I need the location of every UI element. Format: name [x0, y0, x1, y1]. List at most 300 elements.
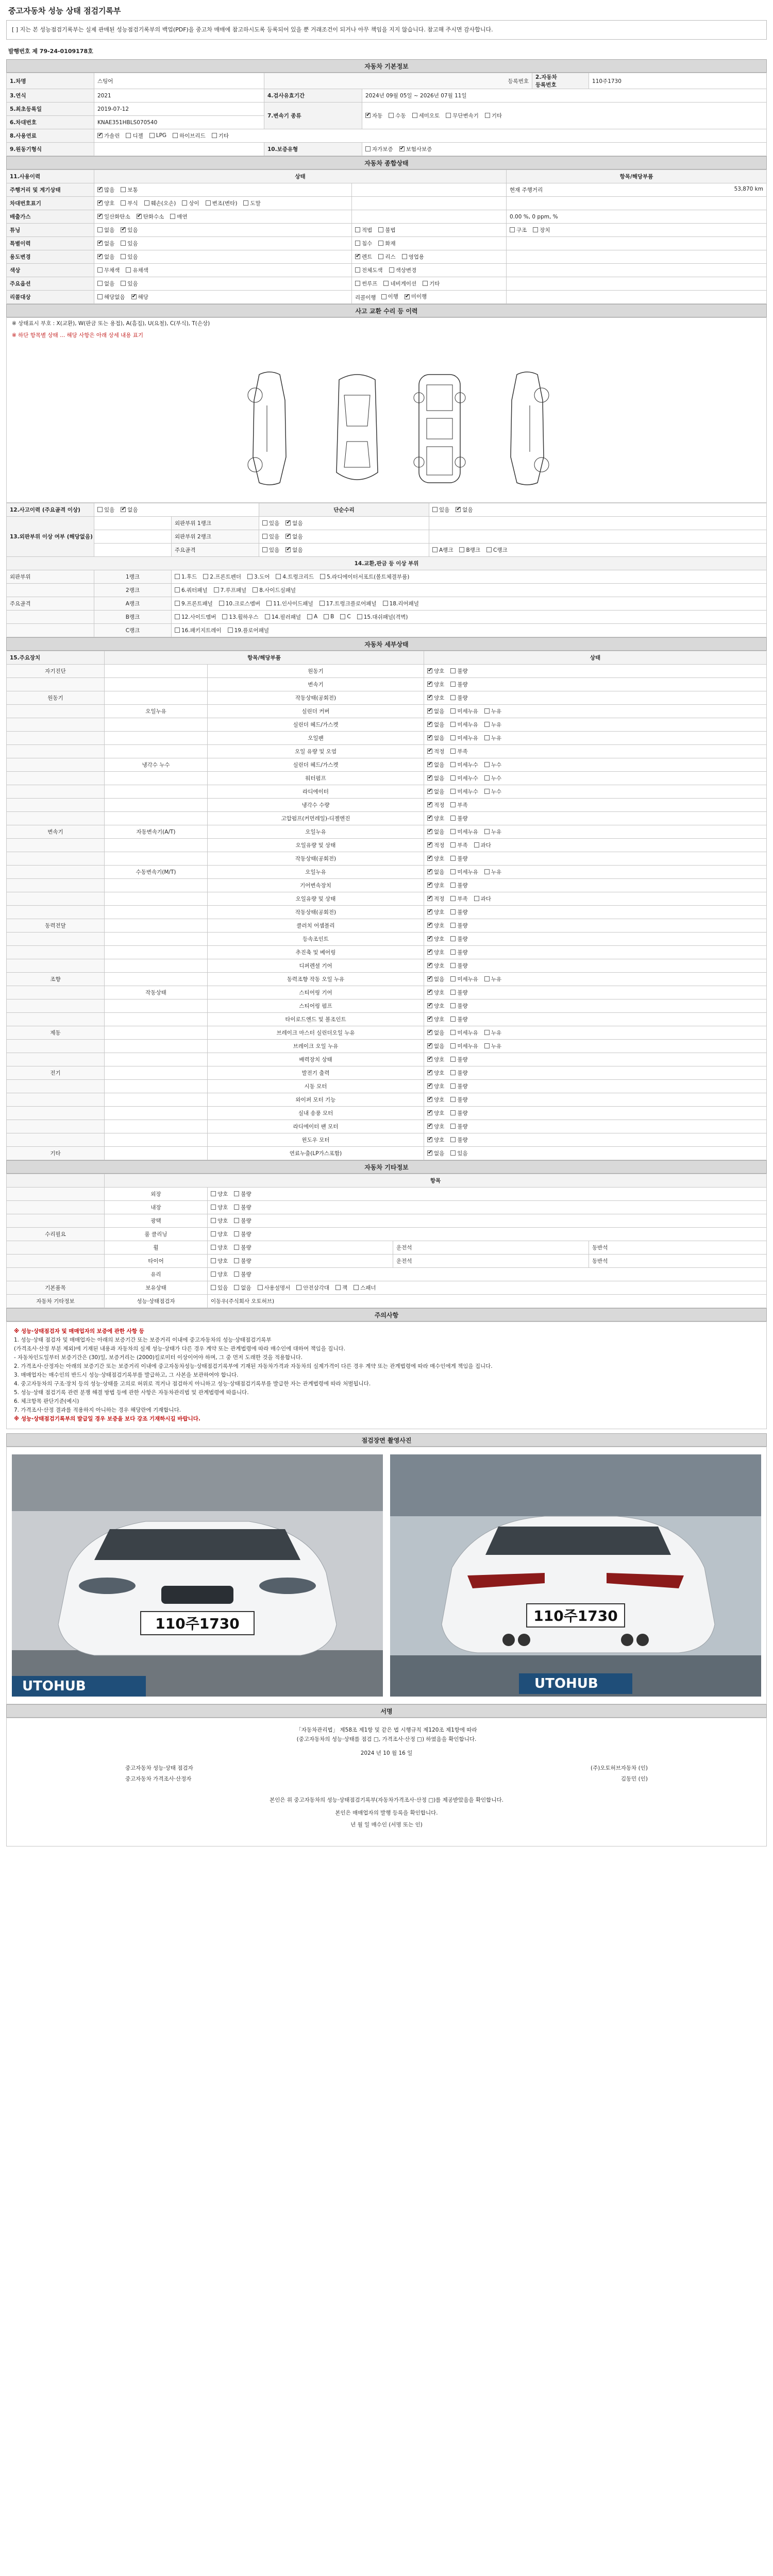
detail-status-option[interactable] [474, 895, 491, 903]
checkbox-icon[interactable] [450, 802, 456, 807]
detail-status-option[interactable] [427, 895, 444, 903]
checkbox-icon[interactable] [450, 722, 456, 727]
detail-status-option[interactable] [450, 841, 467, 849]
detail-status-option[interactable] [427, 1056, 444, 1063]
checkbox-icon[interactable] [211, 1245, 216, 1250]
overall-sub-option[interactable] [383, 280, 416, 287]
other-status-option[interactable] [354, 1284, 376, 1292]
overall-option[interactable] [97, 240, 114, 247]
checkbox-icon[interactable] [206, 200, 211, 206]
detail-status-option[interactable] [427, 1109, 444, 1117]
checkbox-icon[interactable] [427, 896, 432, 901]
damage-item-option[interactable] [203, 573, 241, 581]
checkbox-icon[interactable] [381, 294, 386, 299]
checkbox-icon[interactable] [486, 547, 492, 552]
detail-status-option[interactable] [450, 935, 467, 943]
checkbox-icon[interactable] [450, 883, 456, 888]
detail-status-option[interactable] [427, 788, 444, 795]
checkbox-icon[interactable] [121, 200, 126, 206]
checkbox-icon[interactable] [355, 227, 360, 232]
transmission-option[interactable] [365, 112, 382, 120]
detail-status-option[interactable] [427, 1069, 444, 1077]
checkbox-icon[interactable] [355, 281, 360, 286]
checkbox-icon[interactable] [450, 936, 456, 941]
other-status-option[interactable] [234, 1204, 251, 1211]
checkbox-icon[interactable] [383, 601, 388, 606]
overall-option[interactable] [97, 253, 114, 261]
fuel-option[interactable] [173, 132, 206, 140]
overall-sub-option[interactable] [355, 226, 372, 234]
checkbox-icon[interactable] [427, 1043, 432, 1048]
checkbox-icon[interactable] [214, 587, 219, 592]
checkbox-icon[interactable] [427, 829, 432, 834]
other-status-option[interactable] [234, 1217, 251, 1225]
checkbox-icon[interactable] [211, 1285, 216, 1290]
checkbox-icon[interactable] [450, 749, 456, 754]
damage-item-option[interactable] [175, 586, 208, 594]
checkbox-icon[interactable] [484, 735, 490, 740]
checkbox-icon[interactable] [212, 133, 217, 138]
fuel-option[interactable] [126, 132, 143, 140]
overall-sub-option[interactable] [402, 253, 424, 261]
checkbox-icon[interactable] [450, 1137, 456, 1142]
detail-status-option[interactable] [450, 748, 467, 755]
fuel-option[interactable] [149, 132, 166, 139]
checkbox-icon[interactable] [427, 816, 432, 821]
other-status-option[interactable] [296, 1284, 329, 1292]
warranty-option[interactable] [399, 145, 432, 153]
detail-status-option[interactable] [484, 721, 501, 728]
checkbox-icon[interactable] [427, 950, 432, 955]
checkbox-icon[interactable] [121, 227, 126, 232]
checkbox-icon[interactable] [450, 976, 456, 981]
detail-status-option[interactable] [427, 948, 444, 956]
detail-status-option[interactable] [450, 815, 467, 822]
overall-option[interactable] [97, 213, 130, 221]
checkbox-icon[interactable] [484, 869, 490, 874]
overall-option[interactable] [121, 240, 138, 247]
detail-status-option[interactable] [427, 935, 444, 943]
checkbox-icon[interactable] [137, 214, 142, 219]
detail-status-option[interactable] [484, 1029, 501, 1037]
detail-status-option[interactable] [450, 721, 478, 728]
checkbox-icon[interactable] [450, 856, 456, 861]
overall-sub-option[interactable] [355, 240, 372, 247]
checkbox-icon[interactable] [427, 775, 432, 781]
checkbox-icon[interactable] [450, 1150, 456, 1156]
checkbox-icon[interactable] [97, 227, 103, 232]
checkbox-icon[interactable] [484, 1043, 490, 1048]
checkbox-icon[interactable] [450, 789, 456, 794]
checkbox-icon[interactable] [450, 896, 456, 901]
frame-rank-option[interactable] [486, 546, 508, 554]
checkbox-icon[interactable] [175, 614, 180, 619]
overall-sub-option[interactable] [405, 293, 427, 300]
damage-item-option[interactable] [324, 614, 334, 620]
detail-status-option[interactable] [427, 1042, 444, 1050]
checkbox-icon[interactable] [121, 241, 126, 246]
overall-option[interactable] [170, 213, 187, 221]
accident-option[interactable] [97, 506, 114, 514]
simple-repair-option[interactable] [456, 506, 473, 514]
detail-status-option[interactable] [450, 962, 467, 970]
detail-status-option[interactable] [484, 788, 501, 795]
transmission-option[interactable] [485, 112, 502, 120]
exterior-option[interactable] [285, 546, 303, 554]
overall-option[interactable] [97, 186, 114, 194]
other-status-option[interactable] [258, 1284, 291, 1292]
detail-status-option[interactable] [450, 667, 467, 675]
checkbox-icon[interactable] [97, 281, 103, 286]
checkbox-icon[interactable] [243, 200, 248, 206]
detail-status-option[interactable] [450, 694, 467, 702]
other-status-option[interactable] [234, 1270, 251, 1278]
detail-status-option[interactable] [427, 1096, 444, 1104]
checkbox-icon[interactable] [389, 113, 394, 118]
detail-status-option[interactable] [484, 1042, 501, 1050]
checkbox-icon[interactable] [340, 614, 345, 619]
detail-status-option[interactable] [450, 975, 478, 983]
transmission-option[interactable] [446, 112, 479, 120]
detail-status-option[interactable] [427, 868, 444, 876]
checkbox-icon[interactable] [427, 856, 432, 861]
checkbox-icon[interactable] [383, 281, 389, 286]
checkbox-icon[interactable] [427, 963, 432, 968]
checkbox-icon[interactable] [450, 909, 456, 914]
checkbox-icon[interactable] [427, 762, 432, 767]
detail-status-option[interactable] [450, 774, 478, 782]
checkbox-icon[interactable] [450, 963, 456, 968]
checkbox-icon[interactable] [427, 909, 432, 914]
damage-item-option[interactable] [307, 614, 317, 620]
detail-status-option[interactable] [427, 774, 444, 782]
checkbox-icon[interactable] [121, 281, 126, 286]
checkbox-icon[interactable] [175, 574, 180, 579]
detail-status-option[interactable] [427, 1149, 444, 1157]
checkbox-icon[interactable] [427, 722, 432, 727]
overall-option[interactable] [121, 186, 138, 194]
damage-item-option[interactable] [222, 613, 258, 621]
overall-option[interactable] [121, 280, 138, 287]
fuel-option[interactable] [212, 132, 229, 140]
overall-sub2-option[interactable] [533, 226, 550, 234]
checkbox-icon[interactable] [285, 534, 291, 539]
checkbox-icon[interactable] [427, 1097, 432, 1102]
detail-status-option[interactable] [427, 761, 444, 769]
detail-status-option[interactable] [450, 1136, 467, 1144]
detail-status-option[interactable] [427, 855, 444, 862]
detail-status-option[interactable] [484, 828, 501, 836]
checkbox-icon[interactable] [378, 254, 383, 259]
checkbox-icon[interactable] [427, 1016, 432, 1022]
damage-item-option[interactable] [320, 573, 409, 581]
detail-status-option[interactable] [427, 681, 444, 688]
detail-status-option[interactable] [450, 1109, 467, 1117]
checkbox-icon[interactable] [173, 133, 178, 138]
checkbox-icon[interactable] [211, 1205, 216, 1210]
exterior-option[interactable] [262, 533, 279, 540]
damage-item-option[interactable] [357, 613, 408, 621]
checkbox-icon[interactable] [276, 574, 281, 579]
detail-status-option[interactable] [427, 1029, 444, 1037]
overall-sub-option[interactable] [378, 226, 395, 234]
damage-item-option[interactable] [214, 586, 247, 594]
checkbox-icon[interactable] [510, 227, 515, 232]
damage-item-option[interactable] [320, 600, 377, 607]
accident-option[interactable] [121, 506, 138, 514]
damage-item-option[interactable] [340, 614, 350, 620]
checkbox-icon[interactable] [126, 133, 131, 138]
checkbox-icon[interactable] [450, 842, 456, 848]
checkbox-icon[interactable] [450, 1016, 456, 1022]
detail-status-option[interactable] [427, 841, 444, 849]
detail-status-option[interactable] [450, 895, 467, 903]
checkbox-icon[interactable] [427, 1057, 432, 1062]
checkbox-icon[interactable] [450, 1043, 456, 1048]
checkbox-icon[interactable] [402, 254, 407, 259]
checkbox-icon[interactable] [456, 507, 461, 512]
checkbox-icon[interactable] [427, 936, 432, 941]
overall-option[interactable] [97, 199, 114, 207]
overall-sub-option[interactable] [355, 280, 377, 287]
checkbox-icon[interactable] [484, 775, 490, 781]
detail-status-option[interactable] [450, 1149, 467, 1157]
detail-status-option[interactable] [427, 989, 444, 996]
overall-sub2-option[interactable] [510, 226, 527, 234]
checkbox-icon[interactable] [307, 614, 312, 619]
damage-item-option[interactable] [253, 586, 296, 594]
checkbox-icon[interactable] [427, 1030, 432, 1035]
detail-status-option[interactable] [450, 989, 467, 996]
other-status-option[interactable] [335, 1284, 347, 1292]
detail-status-option[interactable] [427, 734, 444, 742]
checkbox-icon[interactable] [450, 869, 456, 874]
damage-item-option[interactable] [247, 573, 270, 581]
other-status-option[interactable] [211, 1190, 228, 1198]
checkbox-icon[interactable] [354, 1285, 359, 1290]
checkbox-icon[interactable] [427, 1150, 432, 1156]
checkbox-icon[interactable] [97, 200, 103, 206]
checkbox-icon[interactable] [450, 923, 456, 928]
checkbox-icon[interactable] [450, 816, 456, 821]
checkbox-icon[interactable] [228, 628, 233, 633]
checkbox-icon[interactable] [427, 1070, 432, 1075]
checkbox-icon[interactable] [484, 708, 490, 714]
exterior-option[interactable] [285, 519, 303, 527]
detail-status-option[interactable] [427, 1002, 444, 1010]
checkbox-icon[interactable] [450, 1057, 456, 1062]
other-status-option[interactable] [211, 1270, 228, 1278]
checkbox-icon[interactable] [97, 507, 103, 512]
checkbox-icon[interactable] [484, 1030, 490, 1035]
detail-status-option[interactable] [450, 1042, 478, 1050]
checkbox-icon[interactable] [432, 507, 438, 512]
checkbox-icon[interactable] [450, 1083, 456, 1089]
checkbox-icon[interactable] [450, 682, 456, 687]
checkbox-icon[interactable] [450, 1003, 456, 1008]
checkbox-icon[interactable] [211, 1191, 216, 1196]
checkbox-icon[interactable] [450, 708, 456, 714]
checkbox-icon[interactable] [203, 574, 208, 579]
detail-status-option[interactable] [450, 1123, 467, 1130]
checkbox-icon[interactable] [335, 1285, 341, 1290]
overall-option[interactable] [137, 213, 164, 221]
overall-option[interactable] [182, 199, 199, 207]
detail-status-option[interactable] [450, 1056, 467, 1063]
overall-sub-option[interactable] [355, 266, 383, 274]
checkbox-icon[interactable] [365, 146, 371, 151]
detail-status-option[interactable] [450, 868, 478, 876]
checkbox-icon[interactable] [211, 1218, 216, 1223]
checkbox-icon[interactable] [450, 1110, 456, 1115]
checkbox-icon[interactable] [285, 520, 291, 526]
checkbox-icon[interactable] [446, 113, 451, 118]
checkbox-icon[interactable] [450, 1124, 456, 1129]
detail-status-option[interactable] [450, 1096, 467, 1104]
checkbox-icon[interactable] [121, 507, 126, 512]
checkbox-icon[interactable] [211, 1258, 216, 1263]
checkbox-icon[interactable] [427, 695, 432, 700]
checkbox-icon[interactable] [262, 547, 267, 552]
other-status-option[interactable] [211, 1230, 228, 1238]
checkbox-icon[interactable] [484, 722, 490, 727]
checkbox-icon[interactable] [427, 749, 432, 754]
checkbox-icon[interactable] [258, 1285, 263, 1290]
checkbox-icon[interactable] [121, 254, 126, 259]
other-status-option[interactable] [234, 1230, 251, 1238]
checkbox-icon[interactable] [378, 241, 383, 246]
transmission-option[interactable] [389, 112, 406, 120]
detail-status-option[interactable] [427, 908, 444, 916]
overall-option[interactable] [144, 199, 176, 207]
damage-item-option[interactable] [175, 573, 197, 581]
other-status-option[interactable] [211, 1204, 228, 1211]
overall-option[interactable] [121, 253, 138, 261]
checkbox-icon[interactable] [126, 267, 131, 273]
checkbox-icon[interactable] [97, 267, 103, 273]
detail-status-option[interactable] [427, 721, 444, 728]
transmission-option[interactable] [412, 112, 440, 120]
exterior-option[interactable] [285, 533, 303, 540]
checkbox-icon[interactable] [219, 601, 224, 606]
checkbox-icon[interactable] [427, 789, 432, 794]
overall-option[interactable] [121, 199, 138, 207]
checkbox-icon[interactable] [296, 1285, 301, 1290]
checkbox-icon[interactable] [450, 735, 456, 740]
overall-option[interactable] [97, 280, 114, 287]
checkbox-icon[interactable] [211, 1231, 216, 1236]
checkbox-icon[interactable] [324, 614, 329, 619]
checkbox-icon[interactable] [121, 187, 126, 192]
overall-option[interactable] [121, 226, 138, 234]
checkbox-icon[interactable] [357, 614, 362, 619]
checkbox-icon[interactable] [234, 1218, 239, 1223]
checkbox-icon[interactable] [97, 254, 103, 259]
checkbox-icon[interactable] [97, 133, 103, 138]
frame-rank-option[interactable] [432, 546, 453, 554]
checkbox-icon[interactable] [427, 1083, 432, 1089]
overall-sub-option[interactable] [355, 253, 372, 261]
checkbox-icon[interactable] [427, 1124, 432, 1129]
checkbox-icon[interactable] [144, 200, 149, 206]
detail-status-option[interactable] [427, 975, 444, 983]
checkbox-icon[interactable] [285, 547, 291, 552]
overall-sub-option[interactable] [378, 240, 395, 247]
detail-status-option[interactable] [427, 882, 444, 889]
checkbox-icon[interactable] [423, 281, 428, 286]
checkbox-icon[interactable] [450, 829, 456, 834]
other-status-option[interactable] [234, 1244, 251, 1251]
checkbox-icon[interactable] [427, 883, 432, 888]
overall-sub-option[interactable] [423, 280, 440, 287]
checkbox-icon[interactable] [182, 200, 187, 206]
checkbox-icon[interactable] [450, 775, 456, 781]
overall-option[interactable] [97, 293, 125, 301]
checkbox-icon[interactable] [175, 628, 180, 633]
checkbox-icon[interactable] [175, 601, 180, 606]
detail-status-option[interactable] [427, 1082, 444, 1090]
checkbox-icon[interactable] [247, 574, 253, 579]
detail-status-option[interactable] [427, 667, 444, 675]
other-status-option[interactable] [234, 1190, 251, 1198]
checkbox-icon[interactable] [432, 547, 438, 552]
detail-status-option[interactable] [450, 1002, 467, 1010]
overall-sub-option[interactable] [378, 253, 395, 261]
other-status-option[interactable] [234, 1284, 251, 1292]
checkbox-icon[interactable] [355, 254, 360, 259]
checkbox-icon[interactable] [450, 990, 456, 995]
checkbox-icon[interactable] [262, 534, 267, 539]
detail-status-option[interactable] [484, 734, 501, 742]
detail-status-option[interactable] [484, 868, 501, 876]
checkbox-icon[interactable] [427, 708, 432, 714]
fuel-option[interactable] [97, 132, 120, 140]
frame-rank-option[interactable] [459, 546, 480, 554]
damage-item-option[interactable] [175, 613, 216, 621]
detail-status-option[interactable] [450, 948, 467, 956]
detail-status-option[interactable] [427, 1136, 444, 1144]
detail-status-option[interactable] [450, 882, 467, 889]
exterior-option[interactable] [262, 546, 279, 554]
checkbox-icon[interactable] [427, 923, 432, 928]
checkbox-icon[interactable] [412, 113, 417, 118]
detail-status-option[interactable] [450, 1015, 467, 1023]
overall-option[interactable] [126, 266, 148, 274]
checkbox-icon[interactable] [450, 1097, 456, 1102]
checkbox-icon[interactable] [450, 1070, 456, 1075]
checkbox-icon[interactable] [262, 520, 267, 526]
damage-item-option[interactable] [266, 600, 313, 607]
checkbox-icon[interactable] [320, 574, 325, 579]
overall-sub-option[interactable] [381, 293, 398, 300]
checkbox-icon[interactable] [320, 601, 325, 606]
checkbox-icon[interactable] [427, 990, 432, 995]
checkbox-icon[interactable] [427, 735, 432, 740]
other-status-option[interactable] [211, 1217, 228, 1225]
overall-option[interactable] [97, 266, 120, 274]
checkbox-icon[interactable] [484, 789, 490, 794]
detail-status-option[interactable] [427, 828, 444, 836]
detail-status-option[interactable] [450, 681, 467, 688]
exterior-option[interactable] [262, 519, 279, 527]
damage-item-option[interactable] [219, 600, 260, 607]
detail-status-option[interactable] [450, 788, 478, 795]
checkbox-icon[interactable] [389, 267, 394, 273]
checkbox-icon[interactable] [234, 1245, 239, 1250]
other-status-option[interactable] [211, 1284, 228, 1292]
damage-item-option[interactable] [276, 573, 314, 581]
checkbox-icon[interactable] [427, 842, 432, 848]
